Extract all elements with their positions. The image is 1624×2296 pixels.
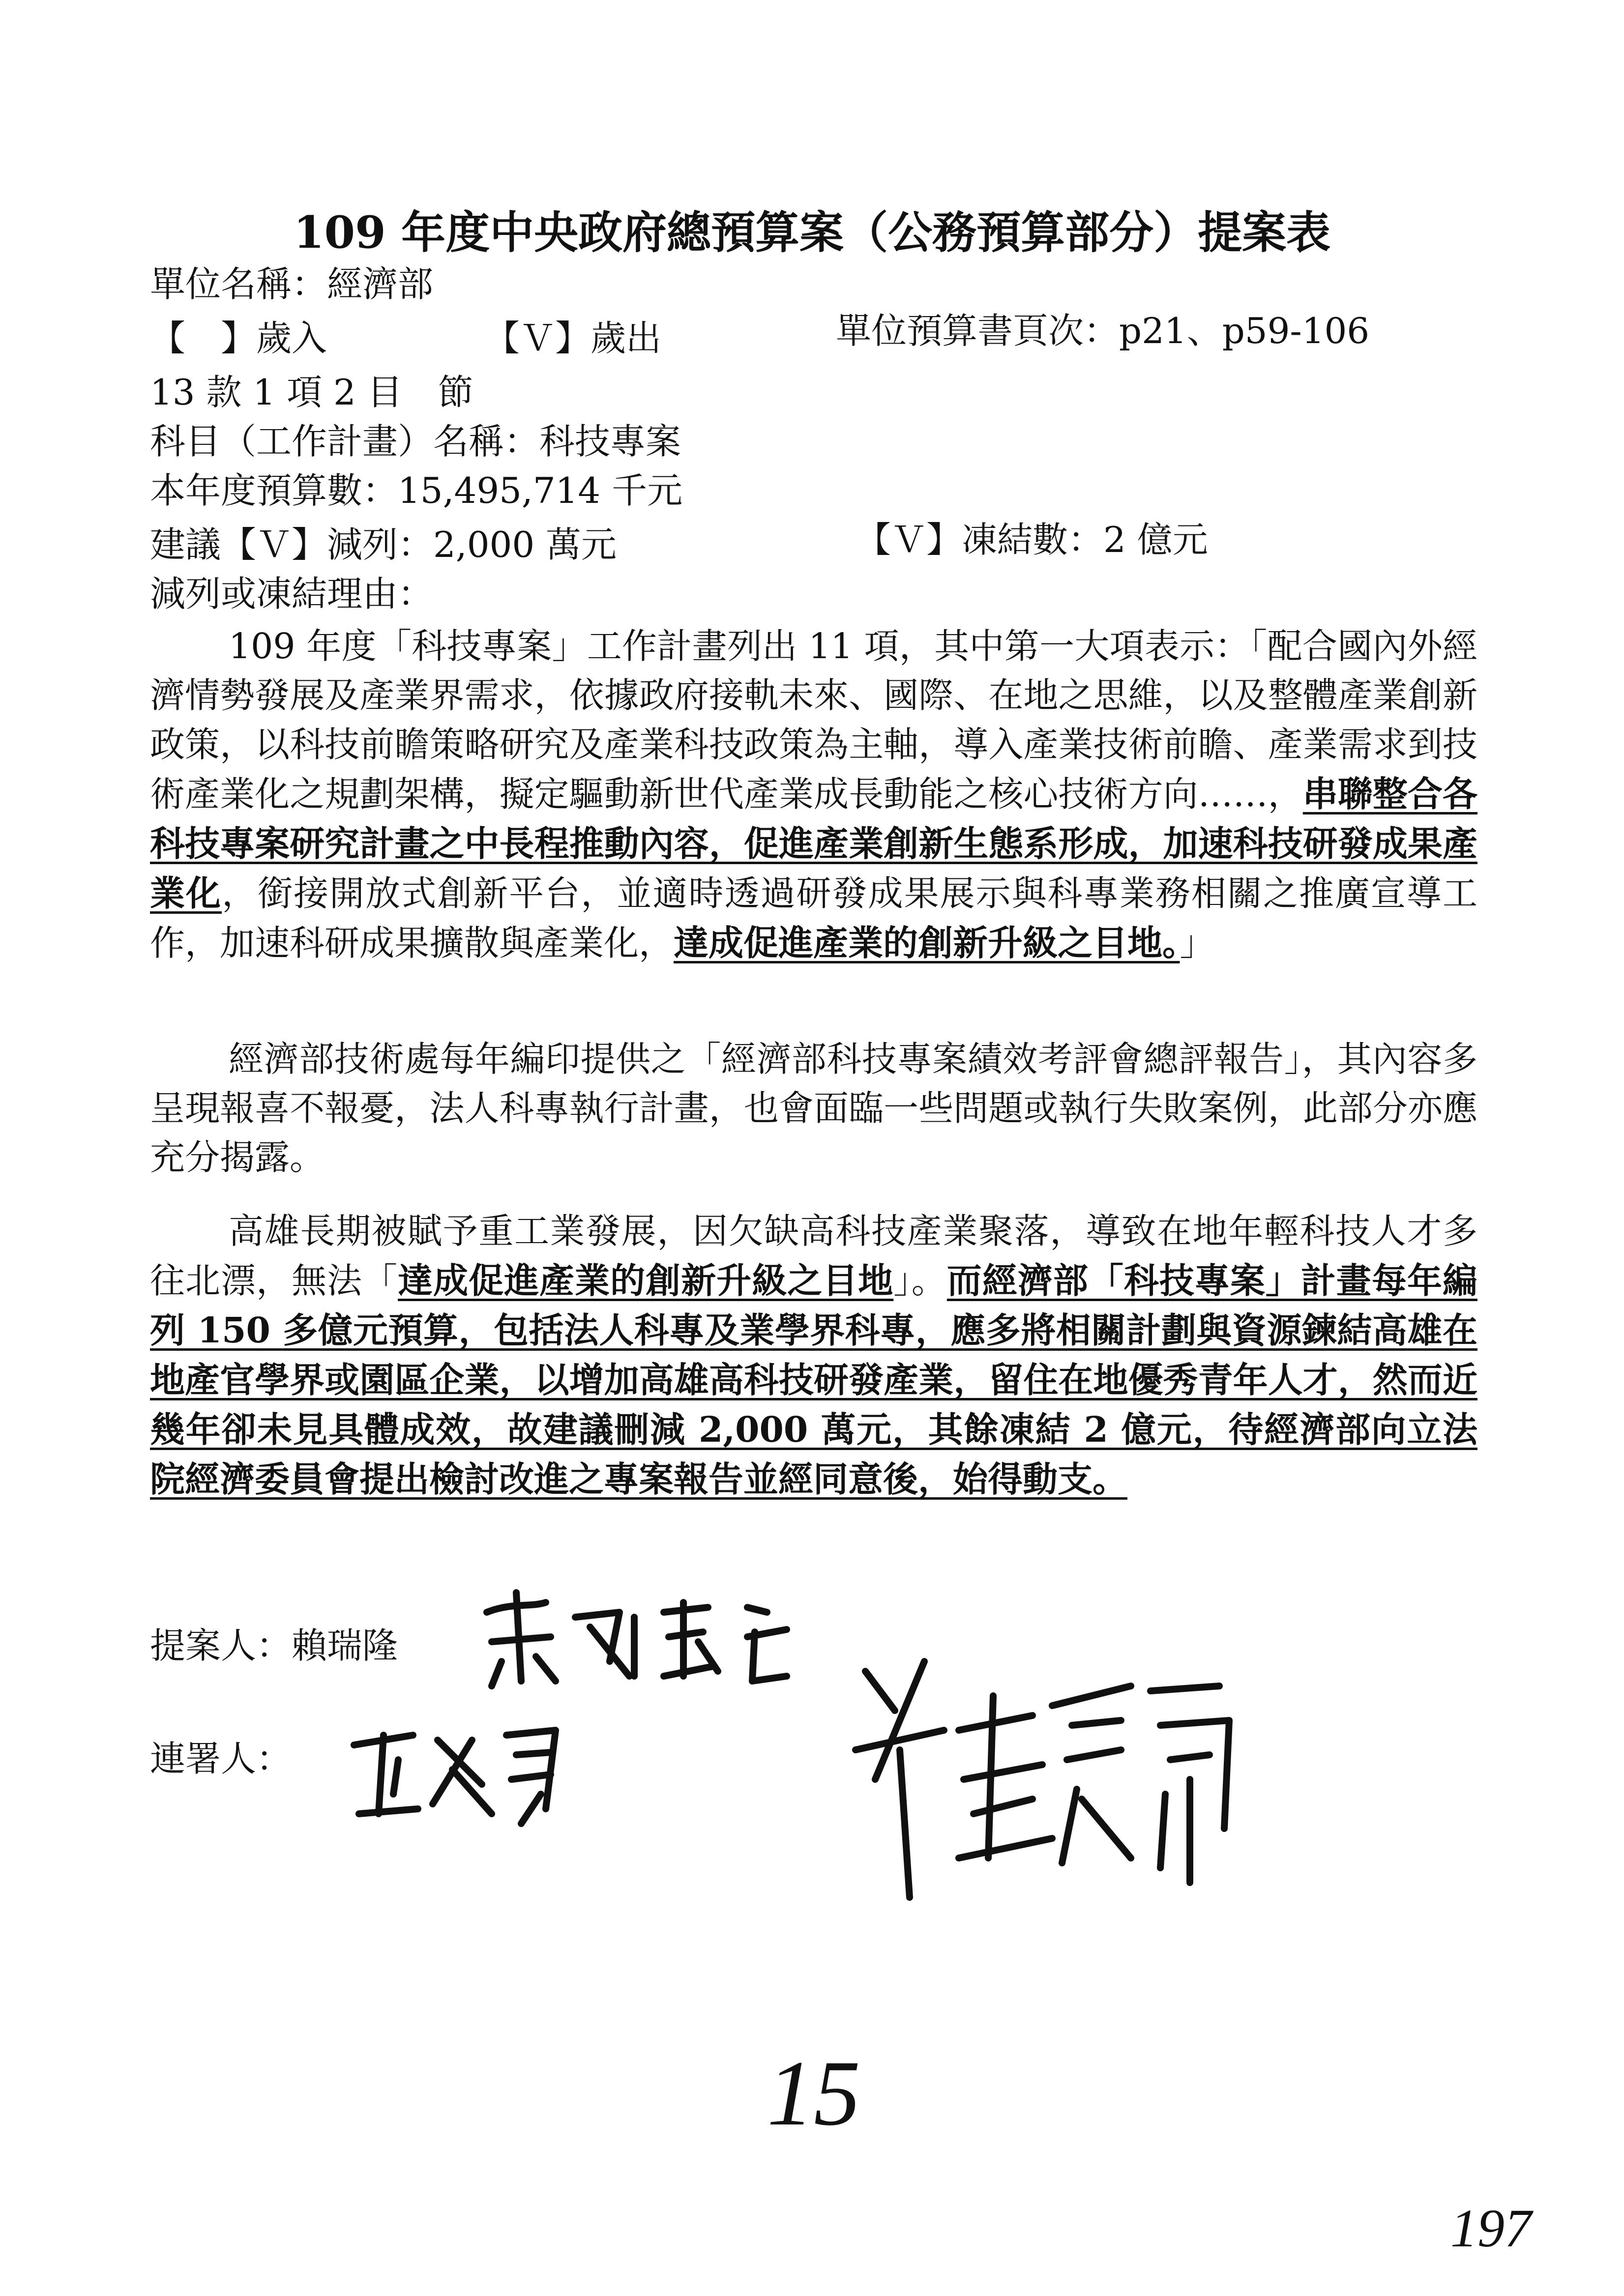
corner-page-number: 197 bbox=[1450, 2198, 1532, 2258]
cosigner-label: 連署人： bbox=[150, 1738, 292, 1779]
para1-text-a: 109 年度「科技專案」工作計畫列出 11 項，其中第一大項表示：「配合國內外經濟情勢發展及產業界需求，依據政府接軌未來、國際、在地之思維，以及整體產業創新政策，以科技前瞻策略研究及產業科技政策為主軸，導入產業技術前瞻、產業需求到技術產業化之規劃架構，擬定驅動新世代產業成長動能之核心技術方向……， bbox=[150, 626, 1477, 814]
item-code: 13 款 1 項 2 目 節 bbox=[150, 372, 473, 413]
annual-budget: 本年度預算數：15,495,714 千元 bbox=[150, 470, 683, 511]
para1-emphasis-d: 達成促進產業的創新升級之目地。 bbox=[674, 922, 1180, 963]
cut-proposal: 建議【Ｖ】減列：2,000 萬元 bbox=[150, 524, 617, 565]
unit-name: 單位名稱：經濟部 bbox=[150, 263, 434, 305]
subject-name: 科目（工作計畫）名稱：科技專案 bbox=[150, 421, 681, 462]
expense-checkbox: 【Ｖ】歲出 bbox=[484, 318, 662, 359]
handwritten-page-number: 15 bbox=[767, 2042, 860, 2145]
reason-paragraph-2 bbox=[150, 1035, 1477, 1182]
para1-close-quote: 」 bbox=[1180, 923, 1215, 963]
proposer-label: 提案人：賴瑞隆 bbox=[150, 1625, 398, 1666]
reason-paragraph-3 bbox=[150, 1207, 1477, 1504]
freeze-proposal: 【Ｖ】凍結數：2 億元 bbox=[856, 519, 1208, 560]
para1-emphasis-b: 串聯整合各科技專案研究計畫之中長程推動內容，促進產業創新生態系形成，加速科技研發成果產業化 bbox=[150, 773, 1477, 914]
revenue-checkbox: 【 】歲入 bbox=[150, 318, 327, 359]
para3-text-a: 高雄長期被賦予重工業發展，因欠缺高科技產業聚落，導致在地年輕科技人才多往北漂，無法「 bbox=[150, 1211, 1477, 1301]
para2-text: 經濟部技術處每年編印提供之「經濟部科技專案績效考評會總評報告」，其內容多呈現報喜不報憂，法人科專執行計畫，也會面臨一些問題或執行失敗案例，此部分亦應充分揭露。 bbox=[150, 1039, 1477, 1178]
cosigner-1-signature-icon bbox=[344, 1715, 610, 1829]
reason-paragraph-1 bbox=[150, 622, 1477, 968]
para3-emphasis-b: 達成促進產業的創新升級之目地 bbox=[398, 1260, 894, 1301]
para3-emphasis-d: 而經濟部「科技專案」計畫每年編列 150 多億元預算，包括法人科專及業學界科專，應多將相關計劃與資源鍊結高雄在地產官學界或園區企業，以增加高雄高科技研發產業，留住在地優秀青年人才，然而近幾年卻未見具體成效，故建議刪減 2,000 萬元，其餘凍結 2 億元，待經濟部向立法院經濟委員會提出檢討改進之專案報告並經同意後，始得動支。 bbox=[150, 1260, 1477, 1500]
para3-text-c: 」。 bbox=[893, 1260, 947, 1301]
reason-heading: 減列或凍結理由： bbox=[150, 573, 434, 614]
cosigner-2-signature-icon bbox=[846, 1652, 1239, 1917]
proposer-signature-icon bbox=[472, 1583, 816, 1701]
para1-text-c: ，銜接開放式創新平台，並適時透過研發成果展示與科專業務相關之推廣宣導工作，加速科研成果擴散與產業化， bbox=[150, 873, 1477, 963]
page-title: 109 年度中央政府總預算案（公務預算部分）提案表 bbox=[293, 206, 1331, 259]
budget-book-pages: 單位預算書頁次：p21、p59-106 bbox=[836, 310, 1370, 351]
